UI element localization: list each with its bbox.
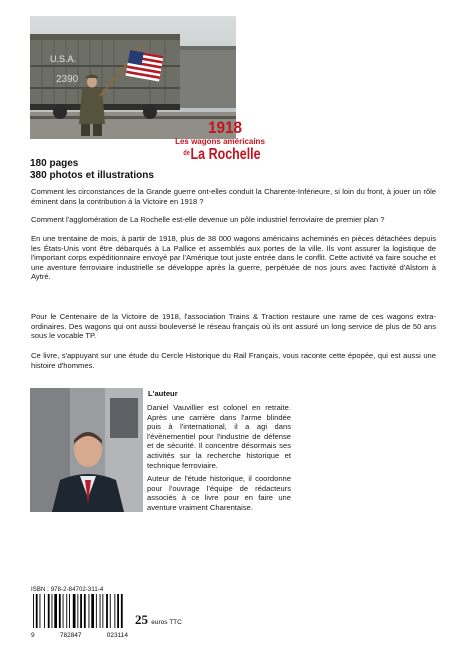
- author-study: Auteur de l'étude historique, il coordonne pour l'ouvrage l'équipe de rédacteurs associés à ce livre pour en faire une aventure vraiment Charentaise.: [147, 474, 291, 512]
- author-photo: [30, 388, 143, 512]
- author-bio: Daniel Vauvillier est colonel en retraite. Après une carrière dans l'arme blindée puis à l'international, il a agi dans l'évènementiel pour l'industrie de défense et de sécurité. Il concentre désormais ses activités sur la recherche historique et technique ferroviaire.: [147, 403, 291, 470]
- svg-text:2390: 2390: [56, 74, 79, 85]
- author-heading: L'auteur: [148, 389, 178, 398]
- price-currency: euros TTC: [151, 619, 182, 626]
- author-portrait: [30, 388, 143, 512]
- page-count: 180 pages: [30, 158, 79, 169]
- barcode-icon: [31, 594, 128, 630]
- photo-count: 380 photos et illustrations: [30, 170, 154, 181]
- cover-title-year: 1918: [207, 118, 243, 137]
- cover-title-city-prefix: de: [183, 150, 190, 157]
- ean-number: [31, 632, 128, 639]
- ean-left-group: 782847: [59, 632, 82, 639]
- paragraph-1: Comment les circonstances de la Grande guerre ont-elles conduit la Charente-Inférieure, si loin du front, à jouer un rôle éminent dans la contribution à la Victoire en 1918 ?: [31, 187, 436, 206]
- cover-title-city-name: La Rochelle: [190, 146, 261, 163]
- paragraph-3: En une trentaine de mois, à partir de 1918, plus de 38 000 wagons américains acheminés en pièces détachées depuis les États-Unis vont être débarqués à La Pallice et assemblés aux portes de la ville. Ils vont assurer la logistique de l'important corps expéditionnaire envoyé par l'Amérique tout juste entrée dans le conflit. Cette activité va faire souche et une aventure ferroviaire industrielle se développe après la guerre, perpétuée de nos jours avec l'activité d'Alstom à Aytré.: [31, 234, 436, 282]
- price: [135, 612, 182, 628]
- cover-title-subtitle: Les wagons américains: [175, 137, 265, 146]
- paragraph-4: Pour le Centenaire de la Victoire de 1918, l'association Trains & Traction restaure une rame de ces wagons extra-ordinaires. Des wagons qui ont aussi bouleversé le réseau français où ils ont assuré un long service de plus de 50 ans sous le vocable TP.: [31, 312, 436, 341]
- isbn-label: ISBN : 978-2-84702-311-4: [31, 587, 104, 593]
- ean-right-group: 023114: [106, 632, 128, 639]
- svg-text:U.S.A.: U.S.A.: [50, 54, 77, 64]
- cover-title-city: [174, 145, 271, 164]
- ean-first-digit: 9: [31, 632, 35, 639]
- price-amount: 25: [135, 612, 148, 627]
- paragraph-5: Ce livre, s'appuyant sur une étude du Cercle Historique du Rail Français, vous raconte cette épopée, qui est aussi une histoire d'hommes.: [31, 351, 436, 370]
- paragraph-2: Comment l'agglomération de La Rochelle est-elle devenue un pôle industriel ferroviaire de premier plan ?: [31, 215, 385, 224]
